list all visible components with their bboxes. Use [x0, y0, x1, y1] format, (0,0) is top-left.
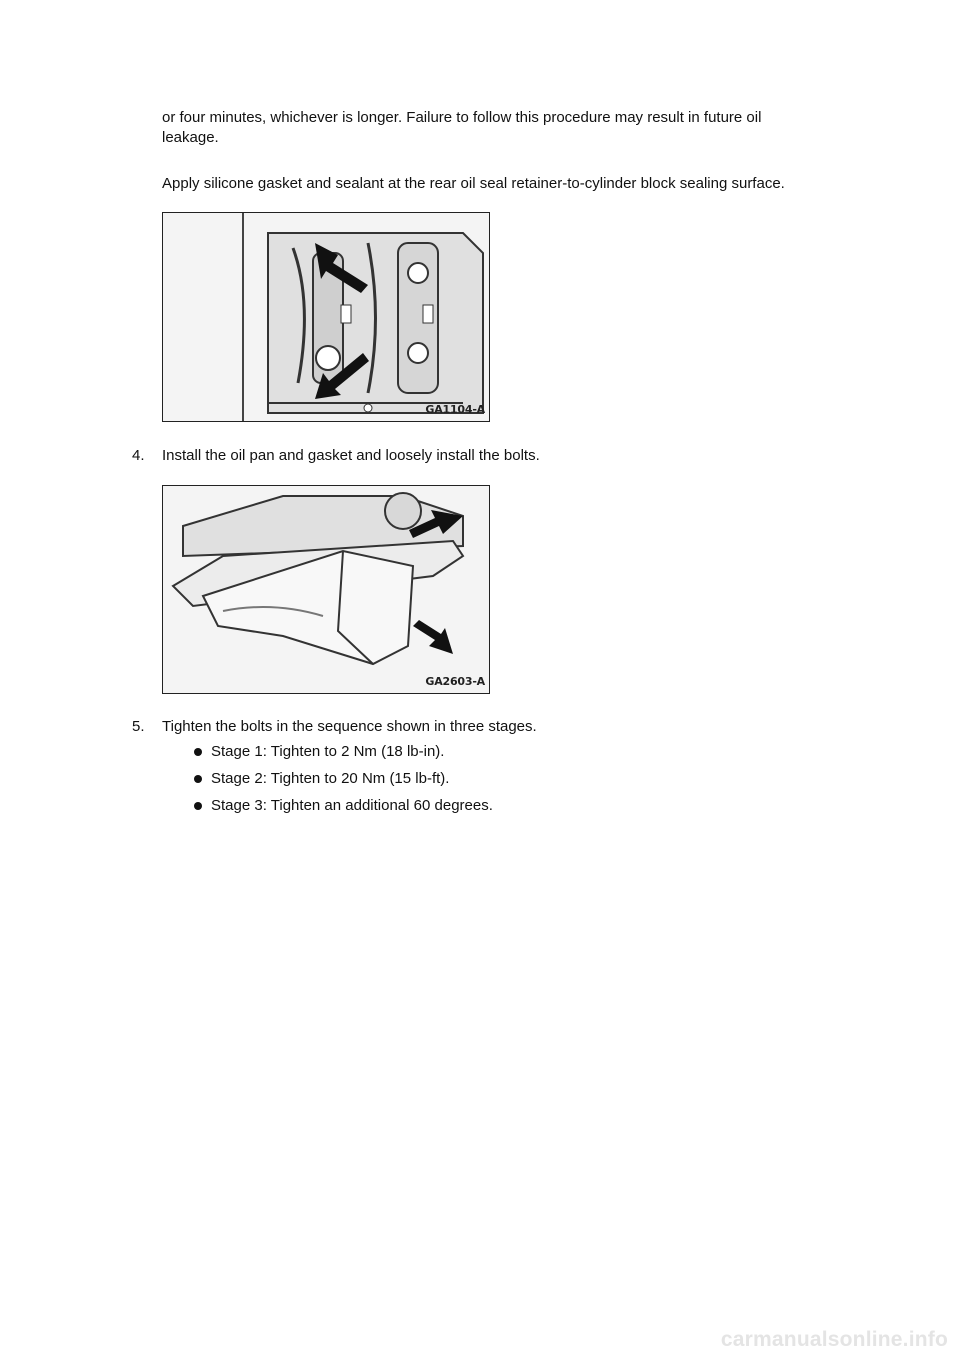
step-4-text: Install the oil pan and gasket and loosely install the bolts.	[162, 447, 540, 464]
stage-2-text: Stage 2: Tighten to 20 Nm (15 lb-ft).	[211, 770, 450, 787]
engine-block-illustration	[163, 213, 489, 421]
intro-paragraph: or four minutes, whichever is longer. Failure to follow this procedure may result in future oil leakage.	[162, 109, 762, 146]
stage-2-bullet-icon	[194, 775, 202, 783]
figure-engine-block	[162, 212, 490, 422]
watermark: carmanualsonline.info	[720, 1328, 948, 1351]
step-5-text: Tighten the bolts in the sequence shown in three stages.	[162, 718, 537, 735]
step-5-number: 5.	[132, 718, 145, 735]
stage-1-bullet-icon	[194, 748, 202, 756]
figure-oil-pan	[162, 485, 490, 694]
stage-1-text: Stage 1: Tighten to 2 Nm (18 lb-in).	[211, 743, 445, 760]
stage-3-bullet-icon	[194, 802, 202, 810]
figure-2-label: GA2603-A	[425, 675, 485, 688]
apply-sealant-paragraph: Apply silicone gasket and sealant at the rear oil seal retainer-to-cylinder block sealing surface.	[162, 175, 785, 192]
figure-1-label: GA1104-A	[425, 403, 485, 416]
stage-3-text: Stage 3: Tighten an additional 60 degrees.	[211, 797, 493, 814]
oil-pan-illustration	[163, 486, 489, 693]
step-4-number: 4.	[132, 447, 145, 464]
